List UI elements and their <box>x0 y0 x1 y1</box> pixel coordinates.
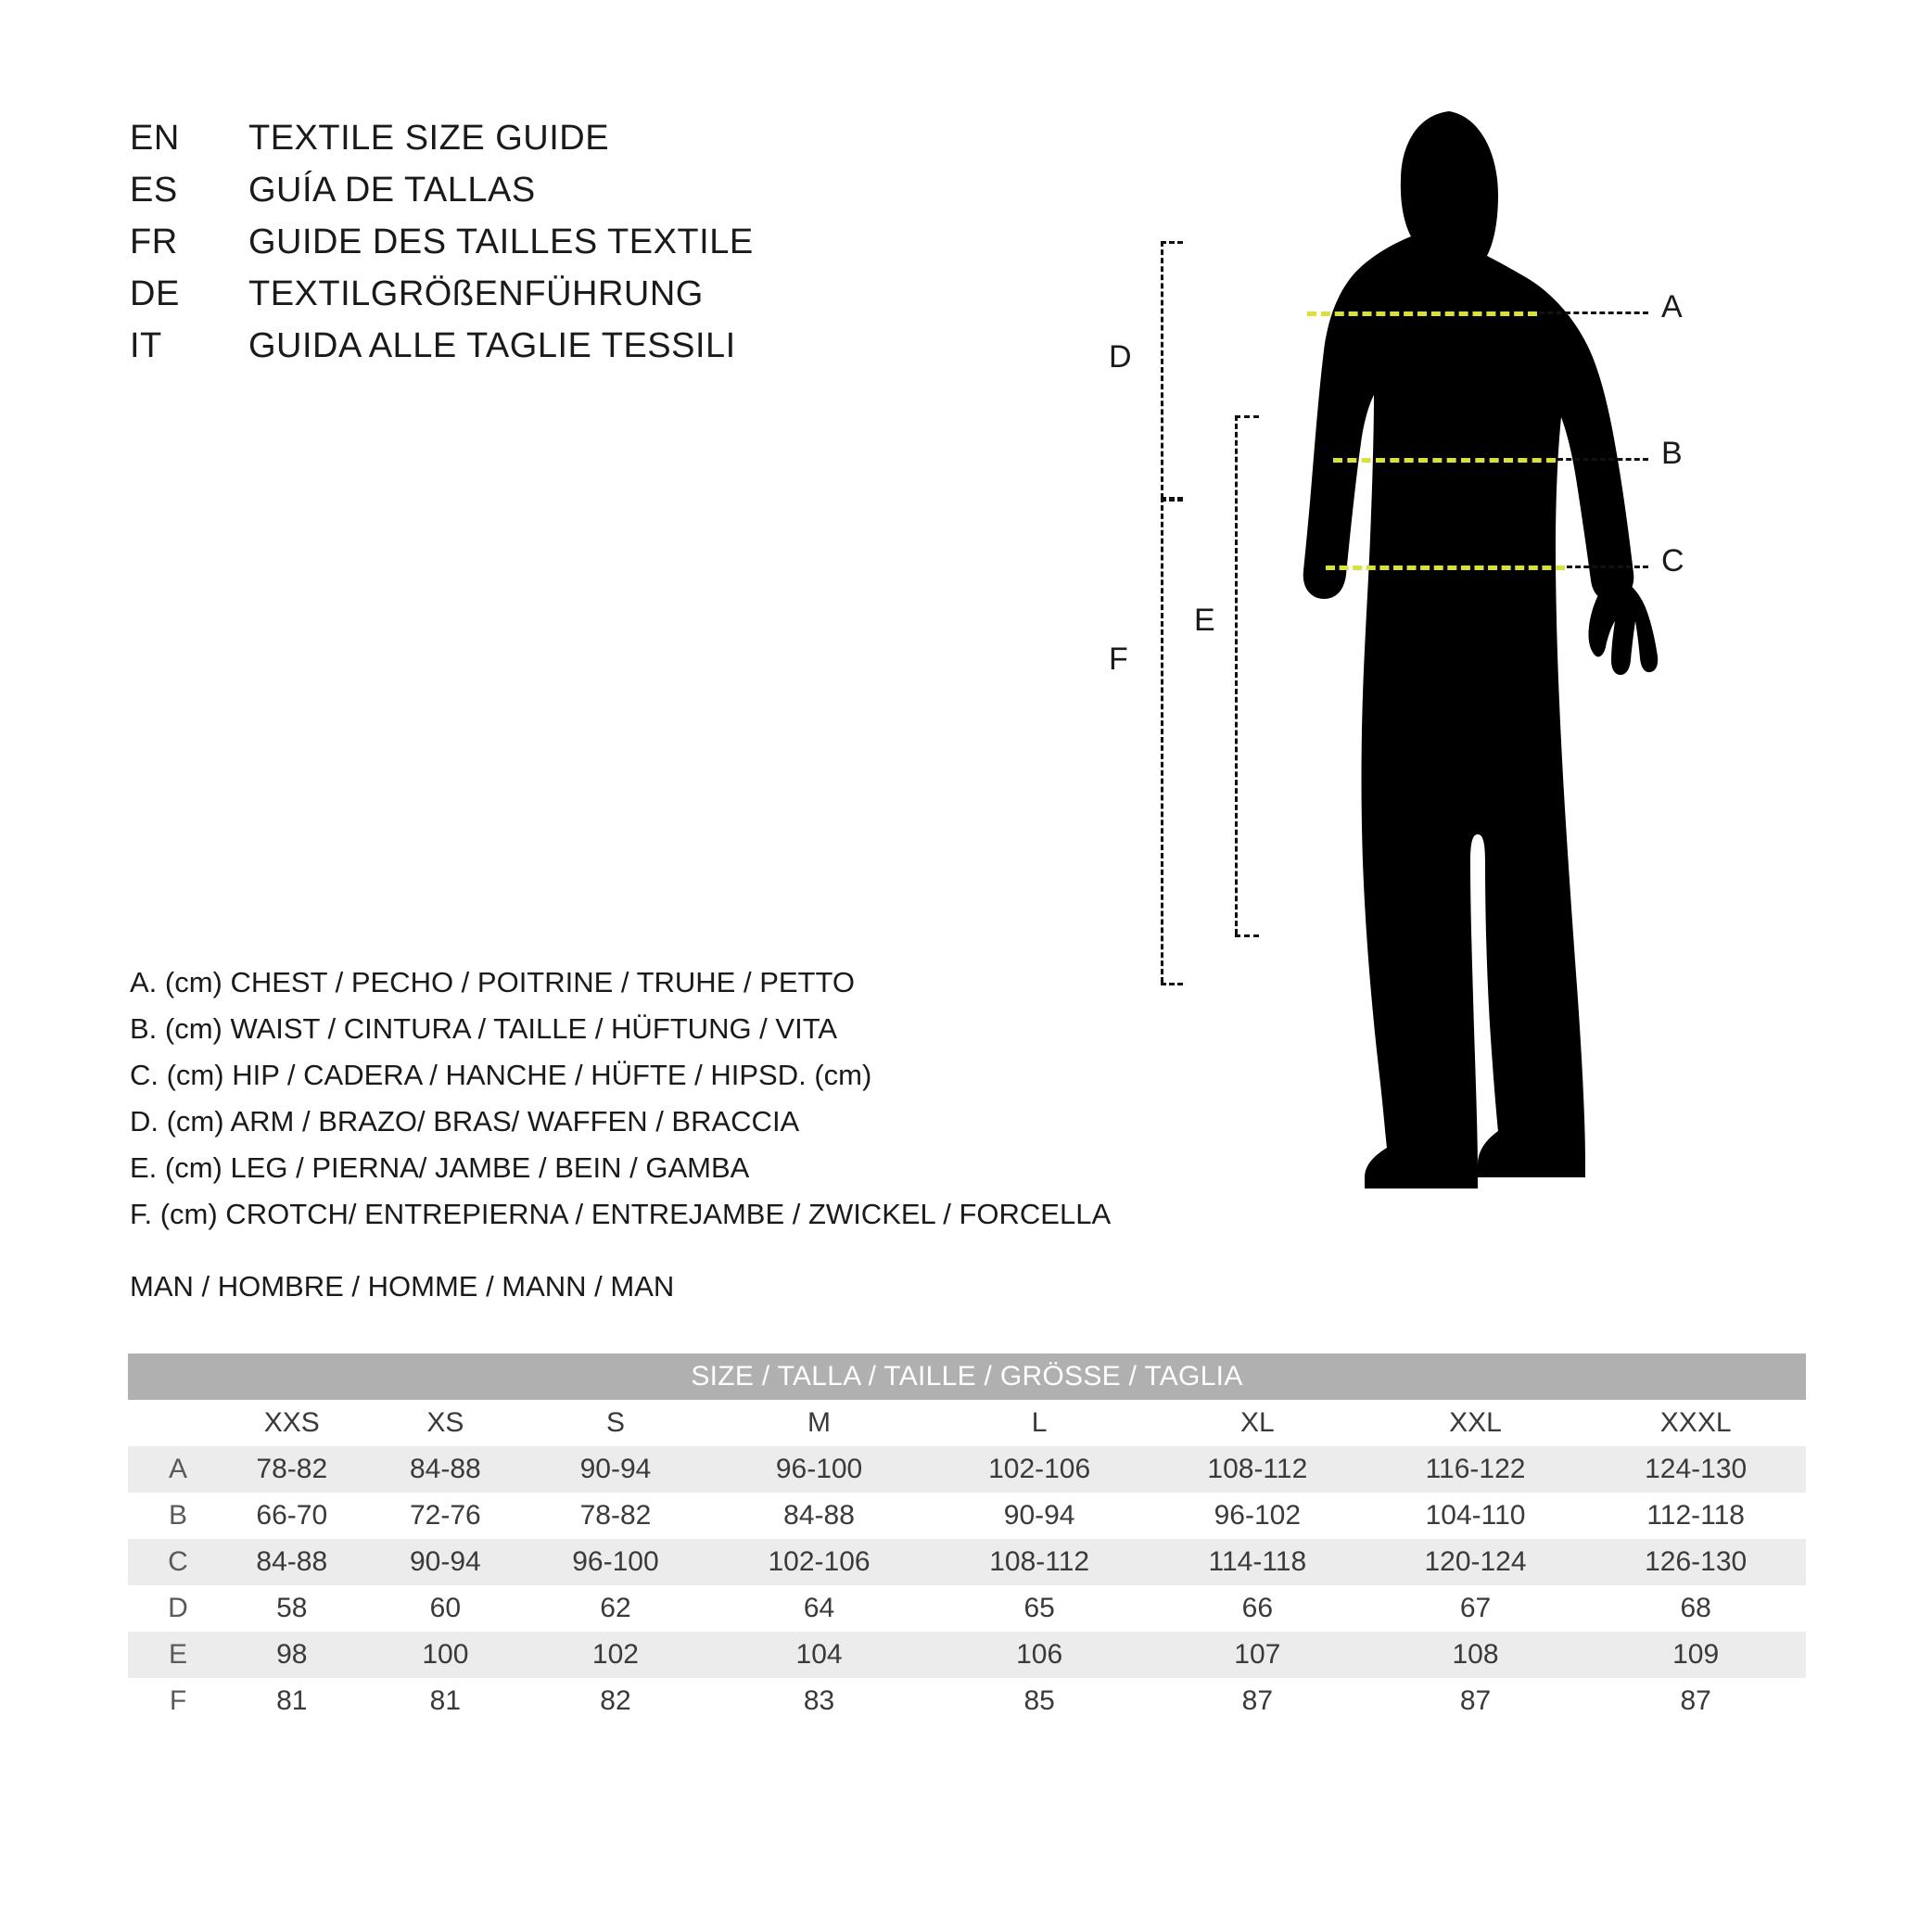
table-row <box>128 1539 1806 1585</box>
cell-a-l: 102-106 <box>929 1446 1150 1493</box>
cell-f-xs: 81 <box>369 1678 523 1724</box>
size-header-xxxl: XXXL <box>1585 1400 1806 1446</box>
table-band-label: SIZE / TALLA / TAILLE / GRÖSSE / TAGLIA <box>128 1354 1806 1400</box>
cell-a-xl: 108-112 <box>1150 1446 1366 1493</box>
legend-item-e: E. (cm) LEG / PIERNA/ JAMBE / BEIN / GAMBA <box>130 1151 750 1184</box>
cell-d-xxs: 58 <box>215 1585 369 1632</box>
cell-f-l: 85 <box>929 1678 1150 1724</box>
cell-d-xl: 66 <box>1150 1585 1366 1632</box>
cell-c-m: 102-106 <box>709 1539 930 1585</box>
size-header-xs: XS <box>369 1400 523 1446</box>
callout-label-a: A <box>1661 289 1683 324</box>
cell-a-xxs: 78-82 <box>215 1446 369 1493</box>
table-row <box>128 1678 1806 1724</box>
figure-diagram <box>1020 93 1854 1205</box>
size-header-xl: XL <box>1150 1400 1366 1446</box>
title-row <box>130 171 754 222</box>
title-lang-de: DE <box>130 274 180 313</box>
legend-item-b: B. (cm) WAIST / CINTURA / TAILLE / HÜFTUNG / VITA <box>130 1012 838 1045</box>
brace-label-d: D <box>1109 339 1132 375</box>
cell-b-xxs: 66-70 <box>215 1493 369 1539</box>
title-lang-it: IT <box>130 326 162 365</box>
measure-line-waist <box>1333 458 1556 463</box>
title-text-en: TEXTILE SIZE GUIDE <box>248 119 610 158</box>
cell-b-m: 84-88 <box>709 1493 930 1539</box>
cell-e-xl: 107 <box>1150 1632 1366 1678</box>
table-corner-cell <box>128 1400 215 1446</box>
brace-line-d <box>1161 241 1163 499</box>
cell-b-xs: 72-76 <box>369 1493 523 1539</box>
title-lang-fr: FR <box>130 222 178 261</box>
brace-line-f <box>1161 497 1163 983</box>
cell-f-xl: 87 <box>1150 1678 1366 1724</box>
cell-e-m: 104 <box>709 1632 930 1678</box>
leader-line-b <box>1557 458 1648 461</box>
cell-b-xxl: 104-110 <box>1366 1493 1586 1539</box>
cell-d-xs: 60 <box>369 1585 523 1632</box>
legend-item-d: D. (cm) ARM / BRAZO/ BRAS/ WAFFEN / BRACCIA <box>130 1105 800 1138</box>
title-text-es: GUÍA DE TALLAS <box>248 171 536 210</box>
cell-d-xxxl: 68 <box>1585 1585 1806 1632</box>
measurement-legend <box>130 960 1111 1238</box>
measure-line-hip <box>1326 566 1565 570</box>
size-header-m: M <box>709 1400 930 1446</box>
leader-line-c <box>1567 566 1648 568</box>
cell-b-xl: 96-102 <box>1150 1493 1366 1539</box>
cell-e-xs: 100 <box>369 1632 523 1678</box>
legend-item-a: A. (cm) CHEST / PECHO / POITRINE / TRUHE / PETTO <box>130 966 855 998</box>
table-header-row <box>128 1400 1806 1446</box>
cell-b-l: 90-94 <box>929 1493 1150 1539</box>
table-row <box>128 1446 1806 1493</box>
cell-c-s: 96-100 <box>522 1539 709 1585</box>
leader-line-a <box>1539 311 1648 314</box>
cell-c-xl: 114-118 <box>1150 1539 1366 1585</box>
row-label-c: C <box>128 1539 215 1585</box>
cell-f-xxs: 81 <box>215 1678 369 1724</box>
row-label-d: D <box>128 1585 215 1632</box>
cell-e-xxxl: 109 <box>1585 1632 1806 1678</box>
title-lang-es: ES <box>130 171 178 210</box>
title-row <box>130 274 754 326</box>
legend-item-c: C. (cm) HIP / CADERA / HANCHE / HÜFTE / HIPSD. (cm) <box>130 1059 872 1091</box>
cell-e-xxs: 98 <box>215 1632 369 1678</box>
cell-d-l: 65 <box>929 1585 1150 1632</box>
size-table <box>128 1354 1806 1724</box>
cell-e-l: 106 <box>929 1632 1150 1678</box>
measure-line-chest <box>1307 311 1537 316</box>
brace-label-e: E <box>1194 603 1215 638</box>
table-band-row <box>128 1354 1806 1400</box>
size-header-s: S <box>522 1400 709 1446</box>
cell-f-xxxl: 87 <box>1585 1678 1806 1724</box>
size-header-xxl: XXL <box>1366 1400 1586 1446</box>
cell-c-xxl: 120-124 <box>1366 1539 1586 1585</box>
brace-tick-d-top <box>1161 241 1183 244</box>
cell-a-s: 90-94 <box>522 1446 709 1493</box>
cell-a-xxl: 116-122 <box>1366 1446 1586 1493</box>
cell-c-xxs: 84-88 <box>215 1539 369 1585</box>
brace-tick-f-top <box>1161 497 1183 500</box>
title-text-it: GUIDA ALLE TAGLIE TESSILI <box>248 326 736 365</box>
brace-label-f: F <box>1109 642 1128 677</box>
cell-b-xxxl: 112-118 <box>1585 1493 1806 1539</box>
cell-c-l: 108-112 <box>929 1539 1150 1585</box>
row-label-e: E <box>128 1632 215 1678</box>
cell-c-xxxl: 126-130 <box>1585 1539 1806 1585</box>
brace-tick-f-bottom <box>1161 983 1183 985</box>
row-label-a: A <box>128 1446 215 1493</box>
cell-c-xs: 90-94 <box>369 1539 523 1585</box>
size-table-wrapper <box>128 1354 1806 1724</box>
cell-d-s: 62 <box>522 1585 709 1632</box>
cell-a-m: 96-100 <box>709 1446 930 1493</box>
cell-e-xxl: 108 <box>1366 1632 1586 1678</box>
brace-line-e <box>1235 415 1238 934</box>
table-row <box>128 1585 1806 1632</box>
title-text-de: TEXTILGRÖßENFÜHRUNG <box>248 274 704 313</box>
title-row <box>130 222 754 274</box>
gender-label: MAN / HOMBRE / HOMME / MANN / MAN <box>130 1270 675 1303</box>
legend-item-f: F. (cm) CROTCH/ ENTREPIERNA / ENTREJAMBE / ZWICKEL / FORCELLA <box>130 1198 1112 1230</box>
cell-a-xxxl: 124-130 <box>1585 1446 1806 1493</box>
callout-label-b: B <box>1661 436 1683 471</box>
table-row <box>128 1632 1806 1678</box>
title-row <box>130 119 754 171</box>
cell-d-xxl: 67 <box>1366 1585 1586 1632</box>
table-row <box>128 1493 1806 1539</box>
brace-tick-e-top <box>1235 415 1259 418</box>
cell-d-m: 64 <box>709 1585 930 1632</box>
cell-f-xxl: 87 <box>1366 1678 1586 1724</box>
title-lang-en: EN <box>130 119 180 158</box>
size-header-l: L <box>929 1400 1150 1446</box>
cell-e-s: 102 <box>522 1632 709 1678</box>
title-text-fr: GUIDE DES TAILLES TEXTILE <box>248 222 754 261</box>
row-label-f: F <box>128 1678 215 1724</box>
row-label-b: B <box>128 1493 215 1539</box>
cell-a-xs: 84-88 <box>369 1446 523 1493</box>
size-header-xxs: XXS <box>215 1400 369 1446</box>
cell-f-s: 82 <box>522 1678 709 1724</box>
male-silhouette-icon <box>1279 102 1678 1205</box>
brace-tick-e-bottom <box>1235 934 1259 937</box>
title-row <box>130 326 754 378</box>
title-block <box>130 119 754 378</box>
callout-label-c: C <box>1661 543 1684 578</box>
cell-f-m: 83 <box>709 1678 930 1724</box>
cell-b-s: 78-82 <box>522 1493 709 1539</box>
